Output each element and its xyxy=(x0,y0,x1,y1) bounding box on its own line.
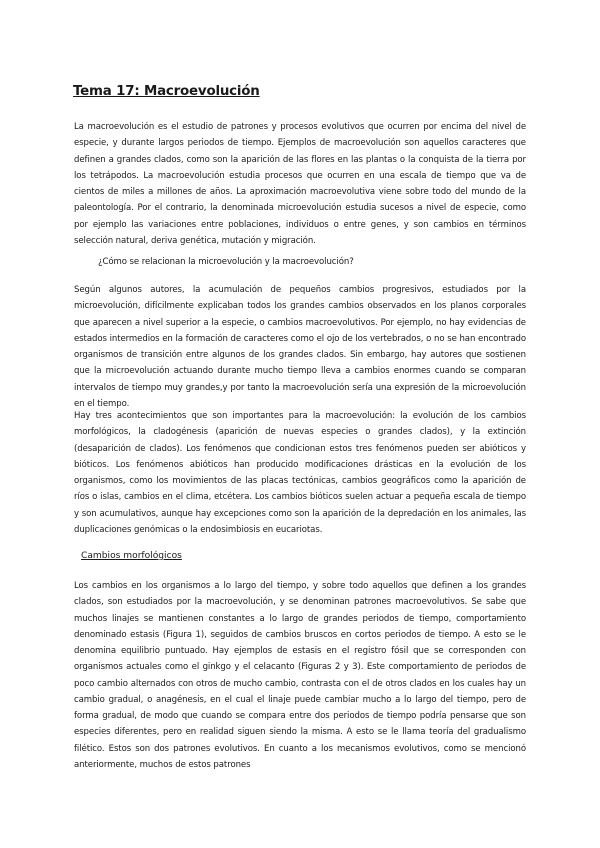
paragraph-intro: La macroevolución es el estudio de patrones y procesos evolutivos que ocurren por encima del nivel de especie, y durante largos periodos de tiempo. Ejemplos de macroevolución son aquellos caracteres que definen a grandes clados, como son la aparición de las flores en las plantas o la conquista de la tierra por los tetrápodos. La macroevolución estudia procesos que ocurren en una escala de tiempo que va de cientos de miles a millones de años. La aproximación macroevolutiva viene sobre todo del mundo de la paleontología. Por el contrario, la denominada microevolución estudia sucesos a nivel de especie, como por ejemplo las variaciones entre poblaciones, individuos o entre genes, y son cambios en términos selección natural, deriva genética, mutación y migración. xyxy=(74,122,526,246)
paragraph-micro-macro: Según algunos autores, la acumulación de pequeños cambios progresivos, estudiados por la microevolución, difícilmente explicaban todos los grandes cambios observados en los planos corporales que aparecen a nivel superior a la especie, o cambios macroevolutivos. Por ejemplo, no hay evidencias de estados intermedios en la formación de caracteres como el ojo de los vertebrados, o no se han encontrado organismos de transición entre algunos de los grandes clados. Sin embargo, hay autores que sostienen que la microevolución actuando durante mucho tiempo lleva a cambios enormes cuando se comparan intervalos de tiempo muy grandes,y por tanto la macroevolución sería una expresión de la microevolución en el tiempo. xyxy=(74,285,526,409)
paragraph-events: Hay tres acontecimientos que son importantes para la macroevolución: la evolución de los cambios morfológicos, la cladogénesis (aparición de nuevas especies o grandes clados), y la extinción (desaparición de clados). Los fenómenos que condicionan estos tres fenómenos pueden ser abióticos y bióticos. Los fenómenos abióticos han producido modificaciones drásticas en la evolución de los organismos, como los movimientos de las placas tectónicas, cambios geográficos como la aparición de ríos o islas, cambios en el clima, etcétera. Los cambios bióticos suelen actuar a pequeña escala de tiempo y son acumulativos, aunque hay excepciones como son la aparición de la depredación en los animales, las duplicaciones genómicas o la endosimbiosis en eucariotas. xyxy=(74,411,526,535)
question-heading: ¿Cómo se relacionan la microevolución y la macroevolución? xyxy=(98,257,354,267)
section-heading-morphological: Cambios morfológicos xyxy=(81,551,182,561)
page-title: Tema 17: Macroevolución xyxy=(73,84,260,99)
paragraph-morphological-changes: Los cambios en los organismos a lo largo del tiempo, y sobre todo aquellos que definen a los grandes clados, son estudiados por la macroevolución, y se denominan patrones macroevolutivos. Se sabe que muchos linajes se mantienen constantes a lo largo de grandes periodos de tiempo, comportamiento denominado estasis (Figura 1), seguidos de cambios bruscos en cortos periodos de tiempo. A esto se le denomina equilibrio puntuado. Hay ejemplos de estasis en el registro fósil que se corresponden con organismos actuales como el ginkgo y el celacanto (Figuras 2 y 3). Este comportamiento de periodos de poco cambio alternados con otros de mucho cambio, contrasta con el de otros clados en los cuales hay un cambio gradual, o anagénesis, en el cual el linaje puede cambiar mucho a lo largo del tiempo, pero de forma gradual, de modo que cuando se compara entre dos periodos de tiempo podría pensarse que son especies diferentes, pero en realidad siguen siendo la misma. A esto se le llama teoría del gradualismo filético. Estos son dos patrones evolutivos. En cuanto a los mecanismos evolutivos, como se mencionó anteriormente, muchos de estos patrones xyxy=(74,581,526,770)
